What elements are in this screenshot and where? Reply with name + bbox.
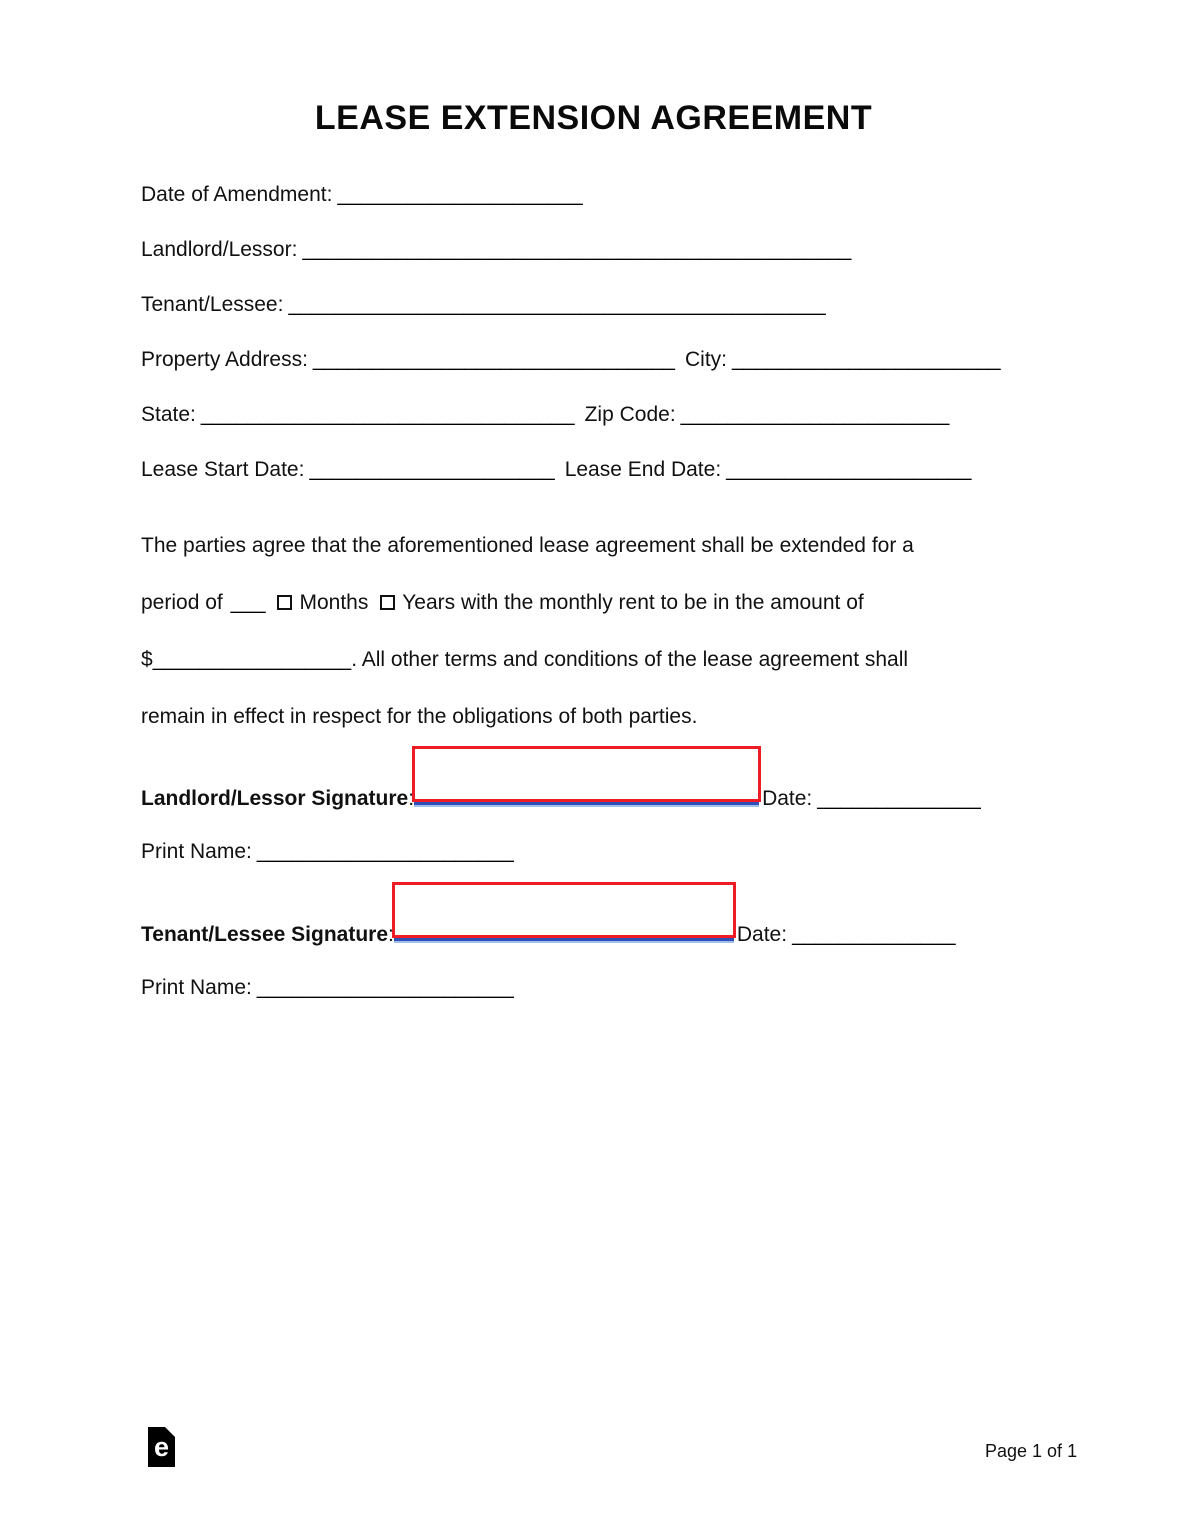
- landlord-print-name-blank[interactable]: ______________________: [256, 840, 514, 863]
- field-row-state-zip: [141, 402, 1046, 428]
- landlord-date-label: Date:: [762, 787, 813, 810]
- landlord-signature-row: [141, 785, 1046, 812]
- lease-end-date-blank[interactable]: _____________________: [726, 458, 972, 481]
- rent-amount-blank[interactable]: _________________: [152, 648, 352, 671]
- tenant-signature-row: [141, 921, 1046, 948]
- tenant-print-name-row: [141, 975, 1046, 1001]
- landlord-print-name-label: Print Name:: [141, 840, 252, 863]
- months-checkbox[interactable]: [277, 595, 292, 610]
- page-indicator: Page 1 of 1: [985, 1441, 1078, 1461]
- eforms-logo-letter: e: [153, 1432, 170, 1462]
- property-address-label: Property Address:: [141, 348, 308, 371]
- zip-code-label: Zip Code:: [584, 403, 676, 426]
- tenant-signature-field-box[interactable]: [392, 882, 736, 938]
- field-row-date-of-amendment: [141, 182, 1046, 208]
- landlord-signature-field-box[interactable]: [412, 746, 761, 802]
- paragraph-line-2: [141, 590, 1046, 616]
- landlord-signature-label: Landlord/Lessor Signature: [141, 787, 409, 810]
- city-blank[interactable]: _______________________: [731, 348, 1001, 371]
- tenant-blank[interactable]: ______________________________________________: [288, 293, 826, 316]
- state-label: State:: [141, 403, 196, 426]
- landlord-print-name-row: [141, 839, 1046, 865]
- date-of-amendment-label: Date of Amendment:: [141, 183, 333, 206]
- lease-start-date-label: Lease Start Date:: [141, 458, 305, 481]
- paragraph-line-4: [141, 704, 1046, 730]
- eforms-logo: [148, 1427, 175, 1467]
- landlord-signature-colon: :: [408, 787, 415, 810]
- currency-symbol: $: [141, 648, 153, 671]
- zip-code-blank[interactable]: _______________________: [680, 403, 950, 426]
- paragraph-text-1: The parties agree that the aforementioned lease agreement shall be extended for a: [141, 534, 914, 557]
- lease-end-date-label: Lease End Date:: [564, 458, 722, 481]
- tenant-date-blank[interactable]: ______________: [792, 923, 956, 946]
- paragraph-text-4: remain in effect in respect for the obligations of both parties.: [141, 705, 698, 728]
- field-row-landlord: [141, 237, 1046, 263]
- agreement-paragraph: [141, 533, 1046, 730]
- period-prefix-text: period of: [141, 591, 223, 614]
- landlord-blank[interactable]: _______________________________________________: [302, 238, 852, 261]
- document-title: LEASE EXTENSION AGREEMENT: [314, 99, 873, 137]
- years-checkbox[interactable]: [380, 595, 395, 610]
- tenant-date-label: Date:: [736, 923, 788, 946]
- rent-text: with the monthly rent to be in the amount of: [460, 591, 864, 614]
- paragraph-line-3: [141, 647, 1046, 673]
- tenant-signature-colon: :: [388, 923, 394, 946]
- lease-start-date-blank[interactable]: _____________________: [309, 458, 555, 481]
- tenant-signature-label: Tenant/Lessee Signature: [141, 923, 389, 946]
- tenant-label: Tenant/Lessee:: [141, 293, 284, 316]
- landlord-signature-line[interactable]: [414, 785, 759, 805]
- period-blank[interactable]: ___: [230, 591, 266, 614]
- date-of-amendment-blank[interactable]: _____________________: [337, 183, 583, 206]
- field-row-lease-dates: [141, 457, 1046, 483]
- months-label: Months: [299, 591, 369, 614]
- tenant-print-name-label: Print Name:: [141, 976, 252, 999]
- property-address-blank[interactable]: _______________________________: [312, 348, 675, 371]
- state-blank[interactable]: ________________________________: [200, 403, 575, 426]
- amount-suffix-text: . All other terms and conditions of the lease agreement shall: [351, 648, 909, 671]
- field-row-property-city: [141, 347, 1046, 373]
- tenant-signature-line[interactable]: [394, 921, 734, 941]
- field-row-tenant: [141, 292, 1046, 318]
- paragraph-line-1: [141, 533, 1046, 559]
- landlord-date-blank[interactable]: ______________: [817, 787, 981, 810]
- landlord-label: Landlord/Lessor:: [141, 238, 298, 261]
- tenant-print-name-blank[interactable]: ______________________: [256, 976, 514, 999]
- city-label: City:: [684, 348, 727, 371]
- years-label: Years: [402, 591, 456, 614]
